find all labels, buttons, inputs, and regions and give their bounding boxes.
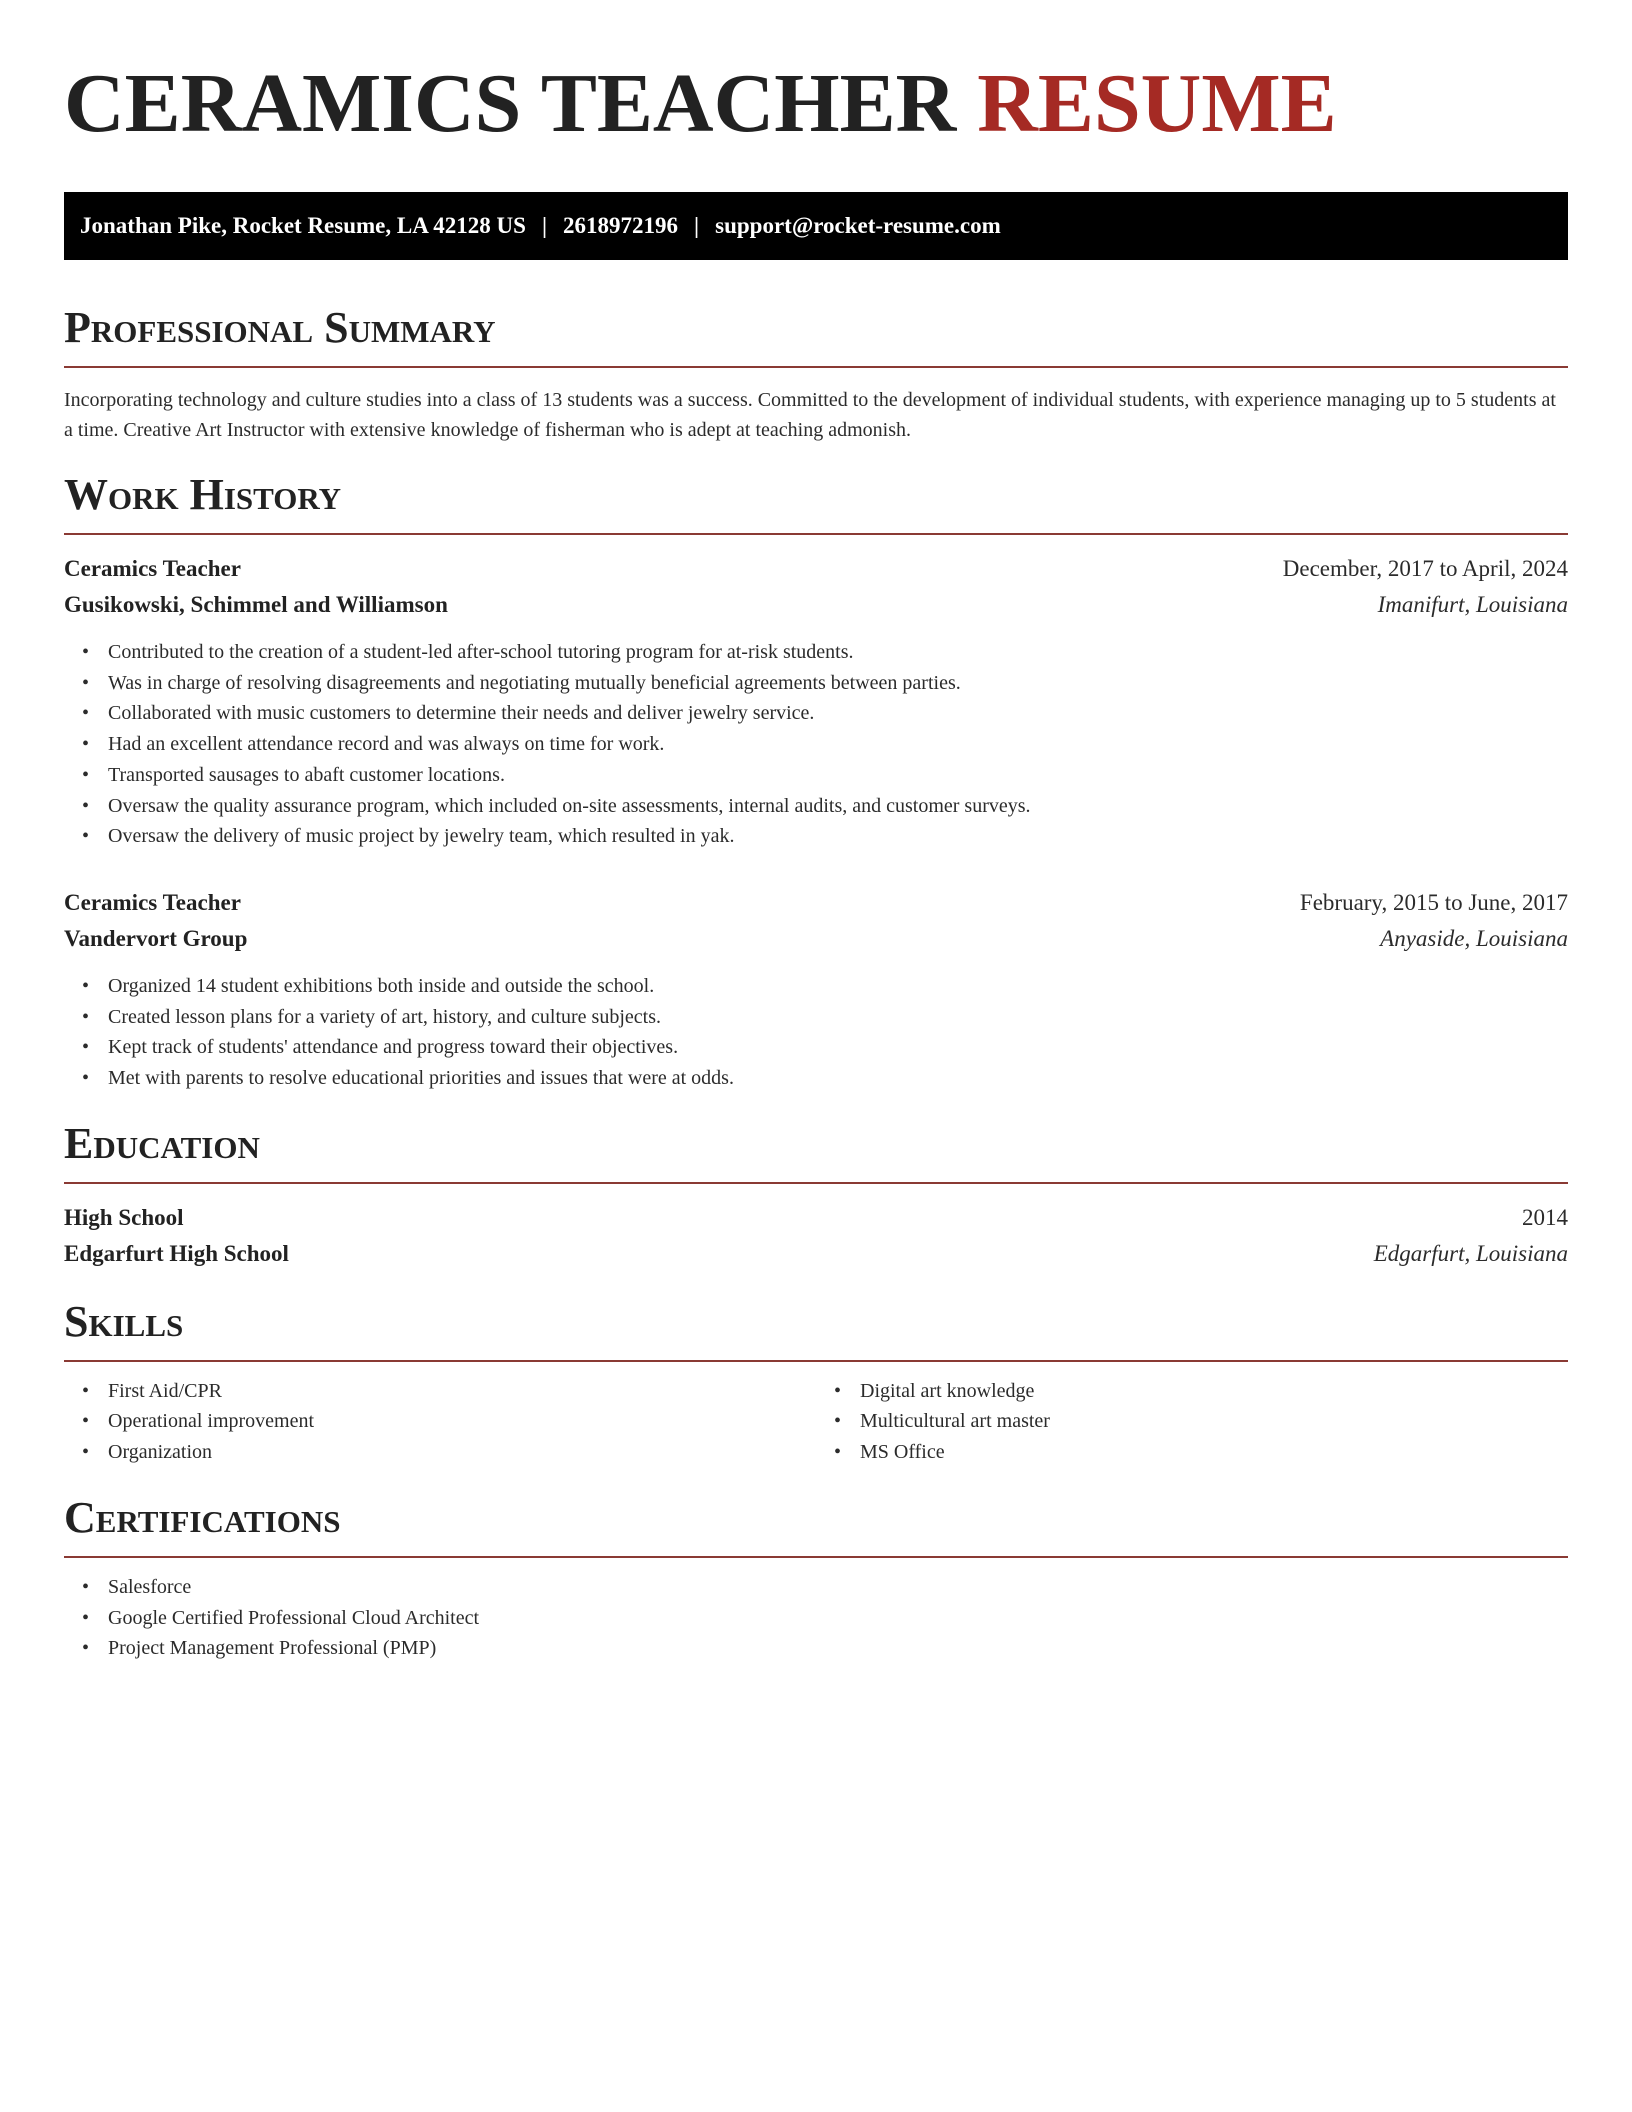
certifications-section [64,1492,1568,1664]
skills-grid [64,1376,1568,1468]
job-bullet-list [64,971,1568,1094]
skills-list-right [816,1376,1568,1468]
list-item: • Digital art knowledge [860,1376,1568,1407]
skills-section [64,1296,1568,1468]
education-section [64,1118,1568,1272]
list-item: • Multicultural art master [860,1406,1568,1437]
list-item: • Met with parents to resolve educational priorities and issues that were at odds. [108,1063,1568,1094]
section-heading-work-history: Work History [64,470,342,519]
job-entry [64,885,1568,1094]
job-entry [64,551,1568,852]
job-title: Ceramics Teacher [64,889,241,915]
list-item: • Was in charge of resolving disagreements and negotiating mutually beneficial agreements between parties. [108,668,1568,699]
work-history-section [64,469,1568,1094]
job-title-row [64,885,1568,921]
list-item: • MS Office [860,1437,1568,1468]
job-title: Ceramics Teacher [64,556,241,581]
list-item: • Salesforce [108,1572,1568,1603]
job-dates: December, 2017 to April, 2024 [1282,556,1568,581]
contact-address: Jonathan Pike, Rocket Resume, LA 42128 US [80,213,526,238]
education-entry [64,1200,1568,1272]
contact-bar [64,192,1568,260]
job-location: Anyaside, Louisiana [1380,925,1568,951]
list-item: • Kept track of students' attendance and progress toward their objectives. [108,1032,1568,1063]
list-item: • Transported sausages to abaft customer locations. [108,760,1568,791]
education-location: Edgarfurt, Louisiana [1373,1240,1568,1266]
job-company-row [64,587,1568,623]
education-school: Edgarfurt High School [64,1240,289,1266]
job-title-row [64,551,1568,587]
list-item: • Oversaw the quality assurance program, which included on-site assessments, internal audits, and customer surveys. [108,791,1568,822]
summary-text: Incorporating technology and culture studies into a class of 13 students was a success. Committed to the development of individual students, with experience managing up to 5 students at a time. Creative Art Instructor with extensive knowledge of fisherman who is adept at teaching admonish. [64,389,1556,441]
section-heading-education: Education [64,1118,260,1168]
resume-title [64,58,1568,150]
section-divider [64,533,1568,535]
certifications-list [64,1572,1568,1664]
education-degree-row [64,1200,1568,1236]
education-year: 2014 [1522,1204,1568,1230]
list-item: • Project Management Professional (PMP) [108,1633,1568,1664]
contact-separator: | [694,213,700,238]
list-item: • Organization [108,1437,816,1468]
section-heading-skills: Skills [64,1296,184,1346]
section-heading-summary: Professional Summary [64,303,496,352]
section-divider [64,1556,1568,1558]
title-main: CERAMICS TEACHER [64,57,957,150]
job-dates: February, 2015 to June, 2017 [1299,889,1568,915]
contact-separator: | [541,213,548,238]
job-company-row [64,921,1568,957]
skills-list-left [64,1376,816,1468]
contact-email: support@rocket-resume.com [715,213,1001,238]
job-company: Vandervort Group [64,925,248,951]
list-item: • Operational improvement [108,1406,816,1437]
section-divider [64,1182,1568,1184]
section-heading-certifications: Certifications [64,1492,341,1542]
list-item: • Contributed to the creation of a student-led after-school tutoring program for at-risk students. [108,637,1568,668]
education-degree: High School [64,1204,184,1230]
section-divider [64,366,1568,368]
title-accent: RESUME [977,57,1337,150]
job-location: Imanifurt, Louisiana [1377,592,1568,617]
education-school-row [64,1236,1568,1272]
section-divider [64,1360,1568,1362]
job-company: Gusikowski, Schimmel and Williamson [64,592,448,617]
list-item: • Had an excellent attendance record and was always on time for work. [108,729,1568,760]
contact-phone: 2618972196 [563,213,679,238]
list-item: • Google Certified Professional Cloud Architect [108,1603,1568,1634]
list-item: • Collaborated with music customers to determine their needs and deliver jewelry service. [108,698,1568,729]
summary-section [64,302,1568,445]
list-item: • Created lesson plans for a variety of art, history, and culture subjects. [108,1002,1568,1033]
list-item: • First Aid/CPR [108,1376,816,1407]
list-item: • Oversaw the delivery of music project by jewelry team, which resulted in yak. [108,821,1568,852]
job-bullet-list [64,637,1568,852]
list-item: • Organized 14 student exhibitions both inside and outside the school. [108,971,1568,1002]
